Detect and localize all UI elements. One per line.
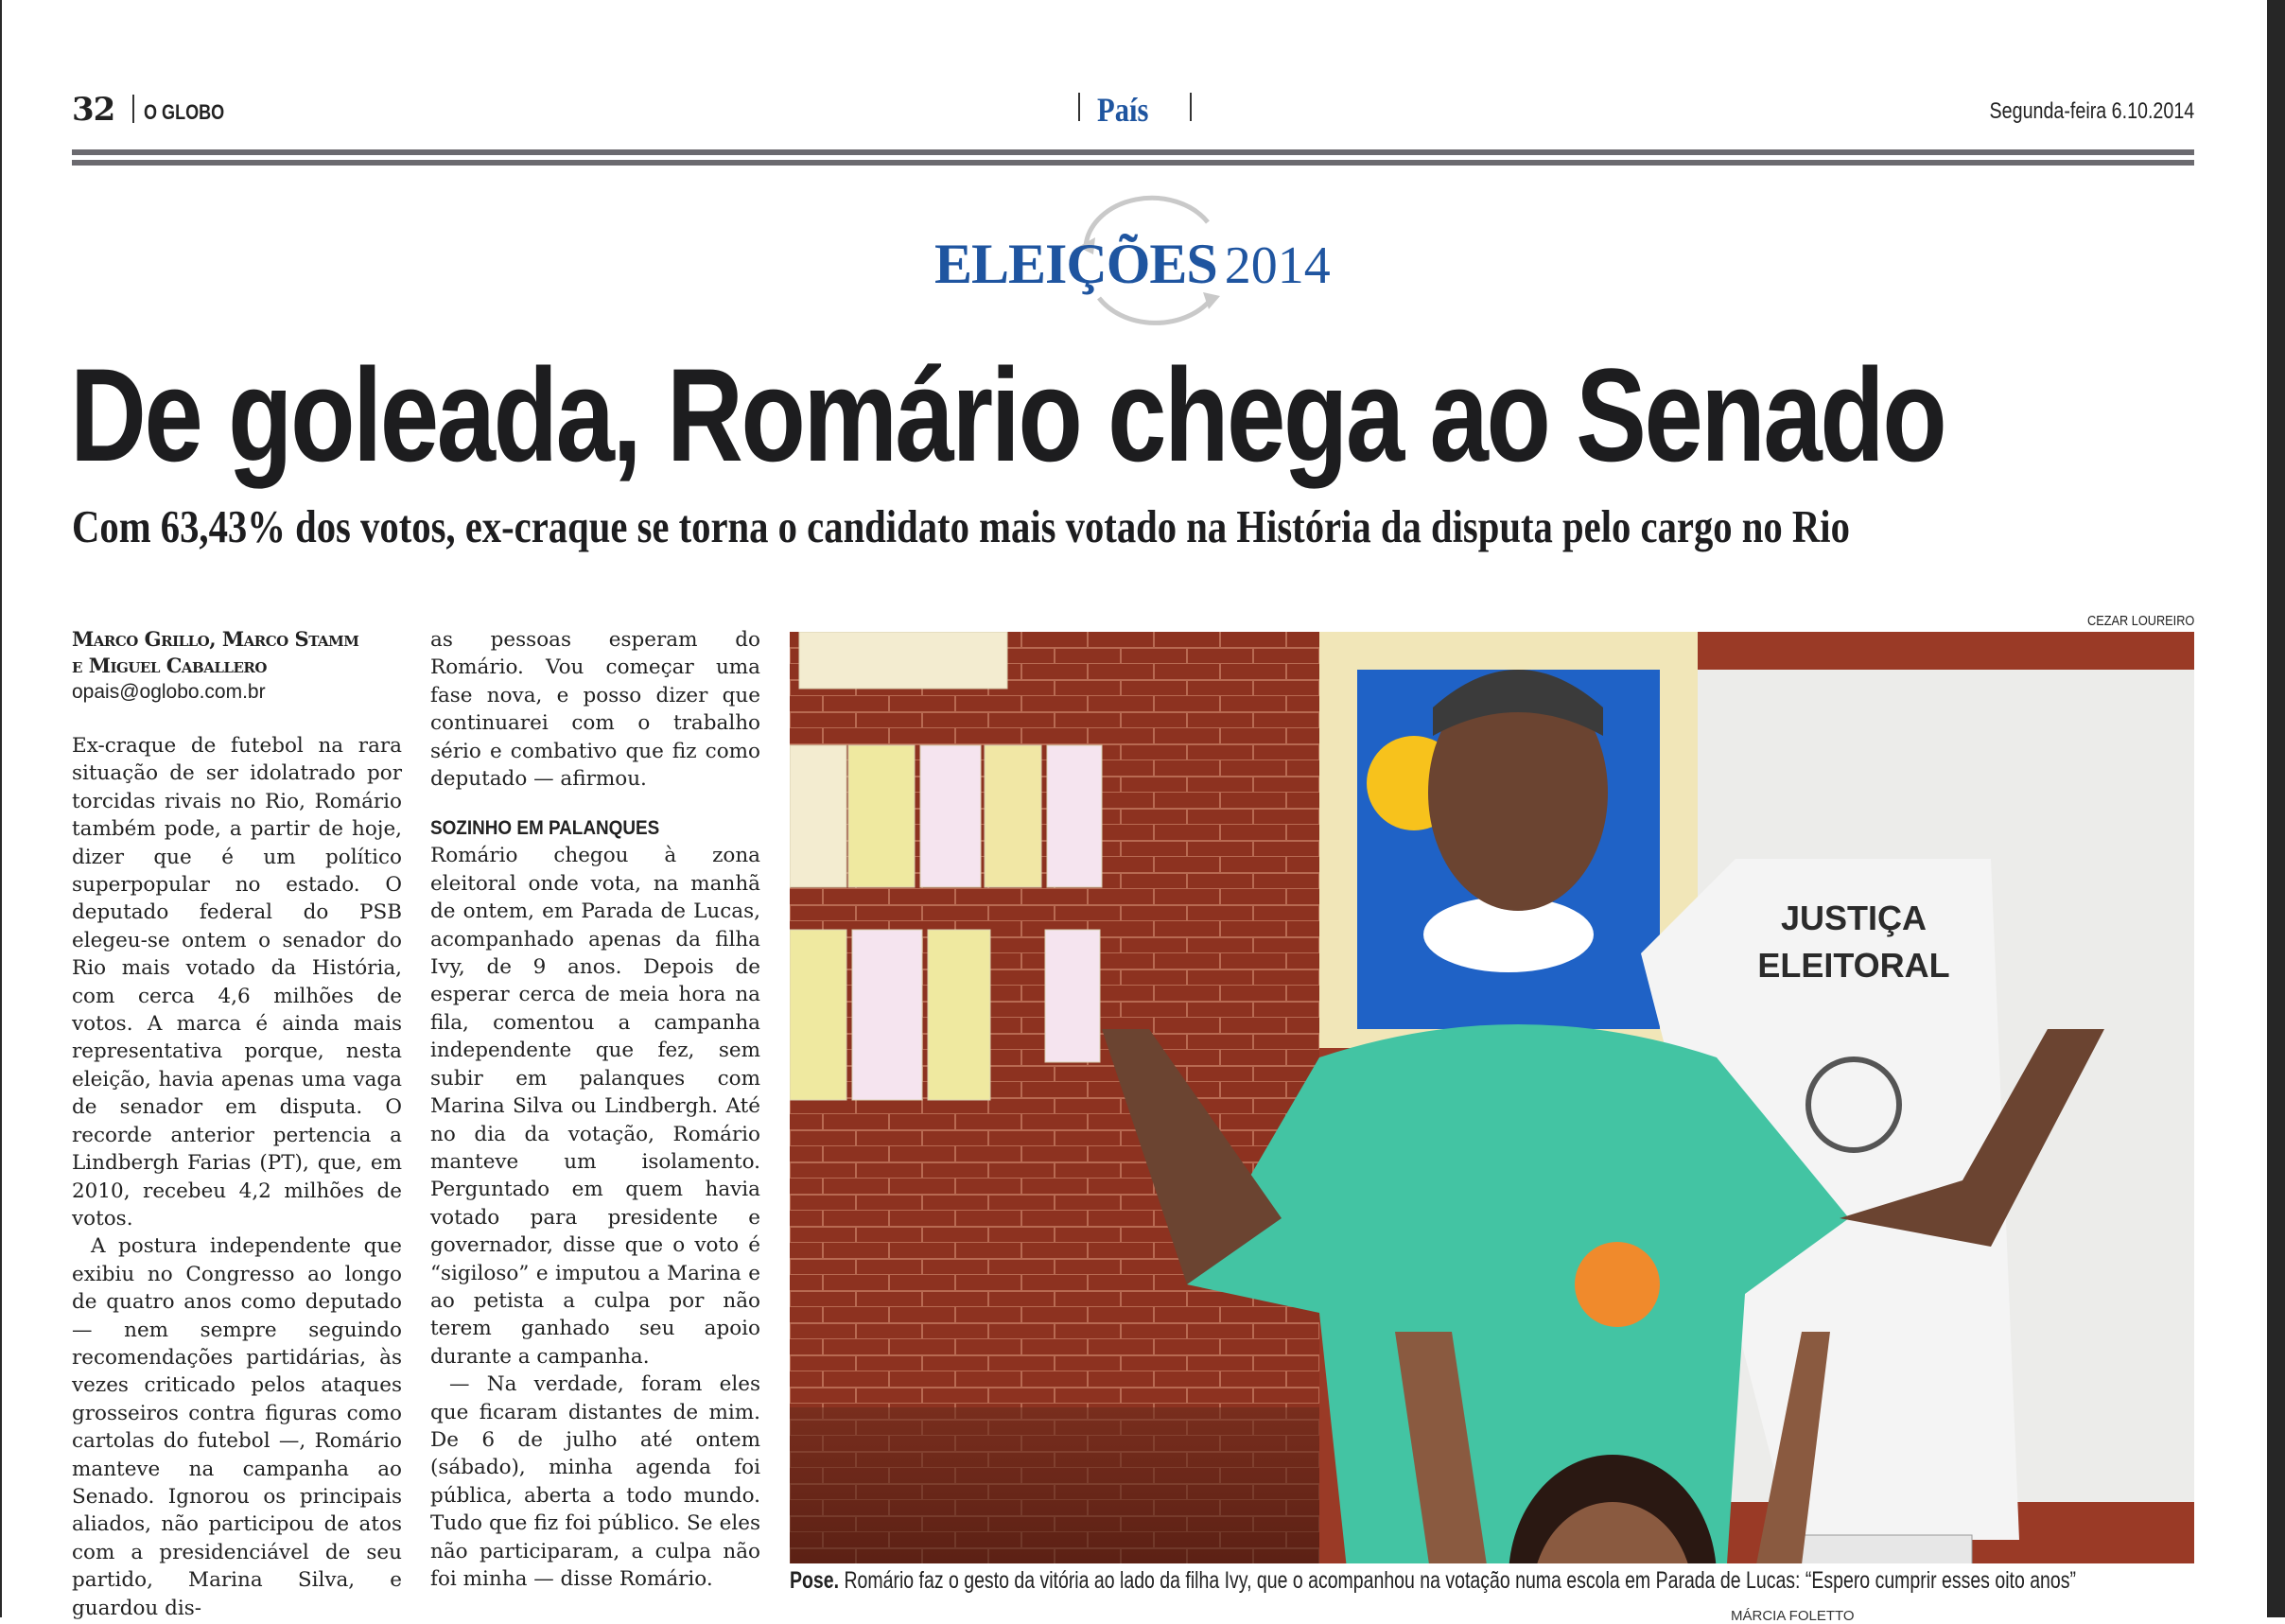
next-photo-credit-partial: MÁRCIA FOLETTO bbox=[1731, 1608, 1855, 1624]
article-column-1 bbox=[72, 626, 402, 1622]
elections-logo bbox=[927, 194, 1343, 331]
section-label: País bbox=[1097, 91, 1149, 129]
caption-text: Romário faz o gesto da vitória ao lado da filha Ivy, que o acompanhou na votação numa escola em Parada de Lucas: “Espero cumprir esses oito anos” bbox=[839, 1567, 2076, 1594]
paragraph: A postura independente que exibiu no Congresso ao longo de quatro anos como deputado — nem sempre seguindo recomendações partidárias, às vezes criticado pelos ataques grosseiros contra figuras como cartolas do futebol —, Romário manteve na campanha ao Senado. Ignorou os principais aliados, não participou de atos com a presidenciável de seu partido, Marina Silva, e guardou dis- bbox=[72, 1234, 402, 1620]
svg-text:ELEITORAL: ELEITORAL bbox=[1757, 946, 1950, 985]
photo-illustration bbox=[790, 632, 2194, 1563]
headline: De goleada, Romário chega ao Senado bbox=[70, 341, 1945, 489]
page-number: 32 bbox=[72, 91, 115, 129]
paragraph: as pessoas esperam do Romário. Vou começar uma fase nova, e posso dizer que continuarei com o trabalho sério e combativo que fiz como deputado — afirmou. bbox=[430, 628, 760, 792]
viewer-scrollbar[interactable] bbox=[2267, 0, 2285, 1617]
kicker-word: ELEIÇÕES bbox=[934, 233, 1217, 295]
kicker-year: 2014 bbox=[1224, 236, 1331, 295]
section-divider-left bbox=[1078, 93, 1080, 121]
deck: Com 63,43% dos votos, ex-craque se torna o candidato mais votado na História da disputa pelo cargo no Rio bbox=[72, 500, 1850, 552]
issue-date: Segunda-feira 6.10.2014 bbox=[1989, 98, 2194, 124]
svg-text:JUSTIÇA: JUSTIÇA bbox=[1780, 899, 1927, 937]
byline-email[interactable]: opais@oglobo.com.br bbox=[72, 681, 266, 703]
paragraph: Ex-craque de futebol na rara situação de ser idolatrado por torcidas rivais no Rio, Romário também pode, a partir de hoje, dizer que é um político superpopular no estado. O deputado federal do PSB elegeu-se ontem o senador do Rio mais votado da História, com cerca 4,6 milhões de votos. A marca é ainda mais representativa porque, nesta eleição, havia apenas uma vaga de senador em disputa. O recorde anterior pertencia a Lindbergh Farias (PT), que, em 2010, recebeu 4,2 milhões de votos. bbox=[72, 734, 402, 1231]
newspaper-brand: O GLOBO bbox=[144, 100, 225, 124]
byline-authors-2: e Miguel Caballero bbox=[72, 654, 267, 677]
article-column-2 bbox=[430, 626, 760, 1593]
paragraph: Romário chegou à zona eleitoral onde vota, na manhã de ontem, em Parada de Lucas, acompanhado apenas da filha Ivy, de 9 anos. Depois de esperar cerca de meia hora na fila, comentou a campanha independente que fez, sem subir em palanques com Marina Silva ou Lindbergh. Até no dia da votação, Romário manteve um isolamento. Perguntado em quem havia votado para presidente e governador, disse que o voto é “sigiloso” e imputou a Marina e ao petista a culpa por não terem ganhado seu apoio durante a campanha. bbox=[430, 844, 760, 1369]
photo-credit: CEZAR LOUREIRO bbox=[2086, 613, 2194, 629]
subheading: SOZINHO EM PALANQUES bbox=[430, 817, 660, 840]
header-rule-top bbox=[72, 149, 2194, 155]
photo-caption bbox=[790, 1567, 2076, 1595]
caption-lead: Pose. bbox=[790, 1567, 840, 1594]
header-divider bbox=[132, 95, 134, 123]
news-photo bbox=[790, 632, 2194, 1563]
header-rule-bottom bbox=[72, 160, 2194, 166]
page-left-edge bbox=[0, 0, 2, 1617]
byline-authors-1: Marco Grillo, Marco Stamm bbox=[72, 627, 359, 651]
section-divider-right bbox=[1190, 93, 1192, 121]
paragraph: — Na verdade, foram eles que ficaram distantes de mim. De 6 de julho até ontem (sábado), minha agenda foi pública, aberta a todo mundo. Tudo que fiz foi público. Se eles não participaram, a culpa não foi minha — disse Romário. bbox=[430, 1372, 760, 1591]
